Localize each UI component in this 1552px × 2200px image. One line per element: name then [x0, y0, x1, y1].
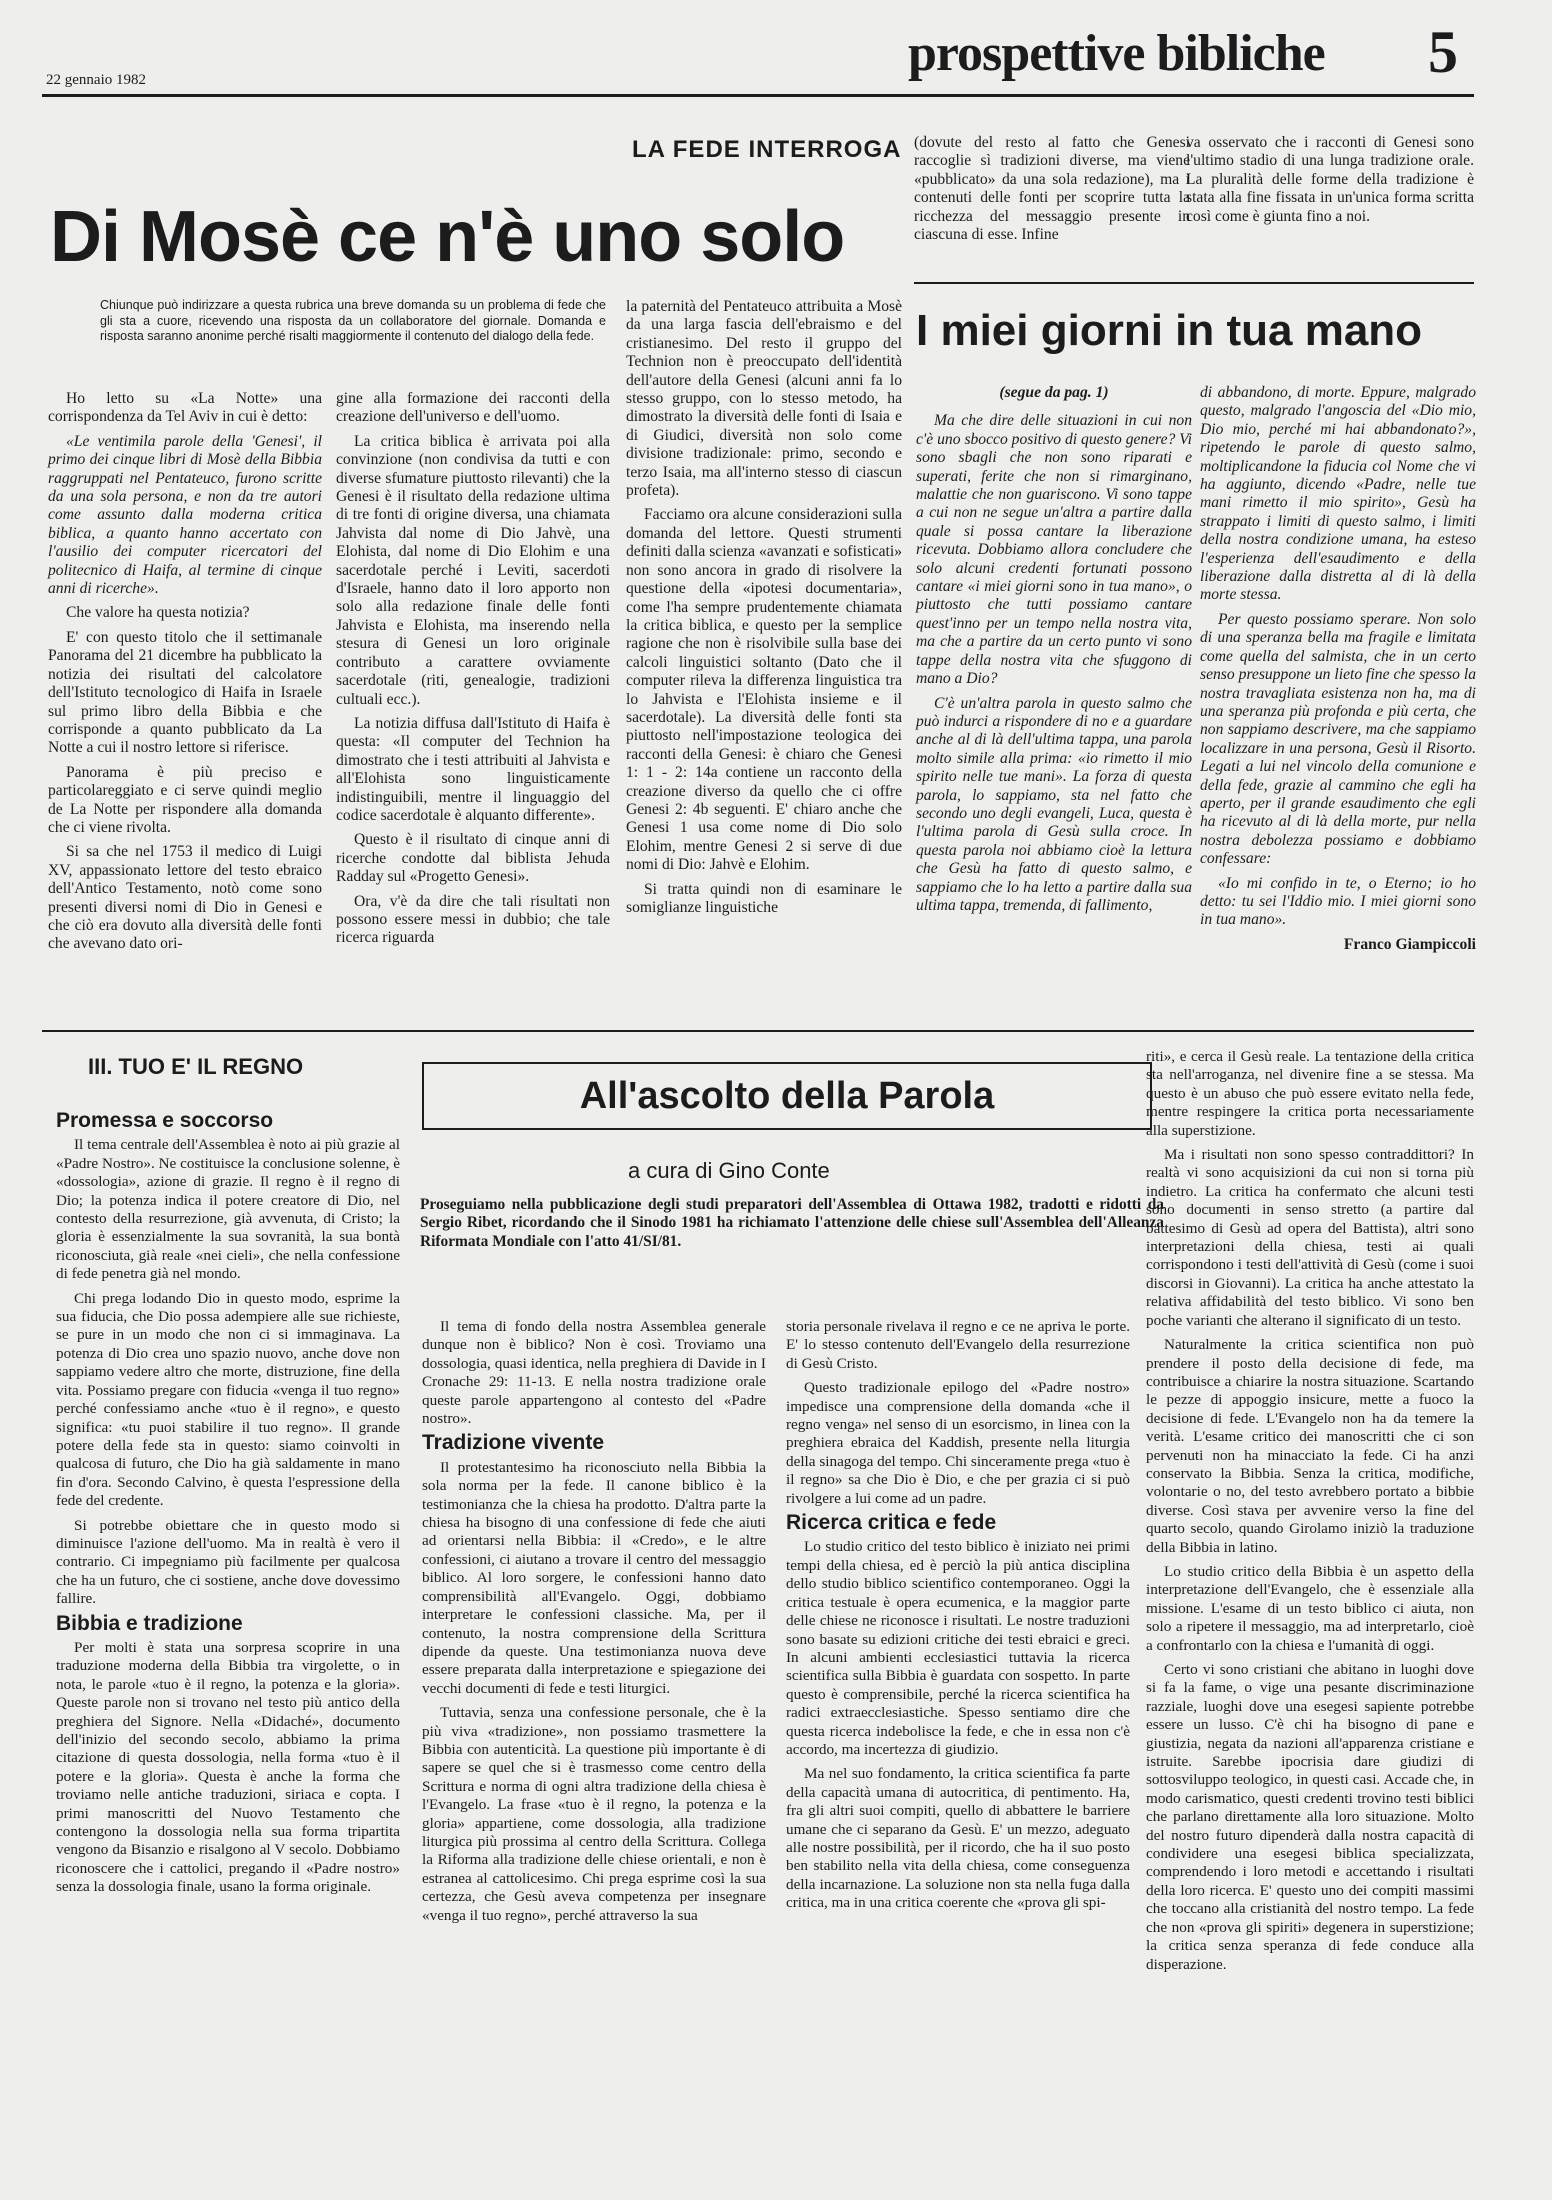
a3-col4-p5: Certo vi sono cristiani che abitano in luoghi dove si fa la fame, o vige una pesante discriminazione razziale, luoghi dove una esegesi sapiente potrebbe essere un lusso. C'è chi ha bisogno di pane e giustizia, negata da nazioni all'apparenza cristiane e istruite. Sarebbe ipocrisia dare giudizi di sottosviluppo teologico, in questi casi. Accade che, in modo carismatico, questi credenti trovino testi biblici che parlano direttamente alla loro situazione. Molto del nostro futuro dipenderà dalla nostra capacità di condividere una esegesi biblica specializzata, comprendendo i loro metodi e accettando i risultati della loro ricerca. E' questo uno dei compiti massimi che toccano alla cristianità del nostro tempo. La fede che non «prova gli spiriti» degenera in superstizione; la critica senza speranza di fede conduce alla disperazione.: [1146, 1661, 1474, 1973]
a3-col2-p3: Tuttavia, senza una confessione personale, che è la più viva «tradizione», non possiamo trasmettere la Bibbia con autenticità. La questione più importante è di sapere se quel che si è trasmesso come centro della Scrittura e norma di ogni altra tradizione della chiesa è l'Evangelo. La frase «tuo è il regno, la potenza e la gloria» appartiene, come dossologia, alla tradizione liturgica più prossima al centro della Scrittura. Collega la Riforma alla tradizione delle chiese orientali, e non è estranea al cattolicesimo. Chi prega esprime così la sua certezza, che Gesù aveva competenza per insegnare «venga il tuo regno», perché attraverso la sua: [422, 1704, 766, 1924]
article2-col1: [916, 384, 1192, 921]
col2-p1: gine alla formazione dei racconti della creazione dell'universo e dell'uomo.: [336, 390, 610, 426]
article3-col3: [786, 1318, 1130, 1919]
col1-p1: E' con questo titolo che il settimanale Panorama del 21 dicembre ha pubblicato la notizia dei risultati del calcolatore dell'Istituto tecnologico di Haifa in Israele sul primo libro della Bibbia e che corrisponde a quanto pubblicato da La Notte a cui il nostro lettore si riferisce.: [48, 628, 322, 757]
a2-col2-p2: Per questo possiamo sperare. Non solo di una speranza bella ma fragile e limitata come quella del salmista, che in un certo senso presuppone un lieto fine che spesso la nostra travagliata esistenza non ha, ma di una speranza più profonda e più certa, che non sappiamo descrivere, ma che sappiamo localizzare in una persona, Gesù il Risorto. Legati a lui nel vincolo della comunione e della fede, grazie al cammino che egli ha aperto, per il grande esaudimento che egli ha ricevuto al di là della morte, pur nella nostra debolezza possiamo e dobbiamo confessare:: [1200, 610, 1476, 868]
heading-ricerca: Ricerca critica e fede: [786, 1511, 997, 1535]
a2-col1-p1: Ma che dire delle situazioni in cui non c'è uno sbocco positivo di questo genere? Vi sono sbagli che non sono riparati e superati, ferite che non si rimarginano, malattie che non guariscono. Vi sono tappe a cui non ne segue un'altra a partire dalla quale si possa cantare la liberazione ricevuta. Dobbiamo allora concludere che solo alcuni credenti fortunati possono cantare «i miei giorni sono in tua mano», o piuttosto che tutti possiamo cantare quest'inno per un tempo nella nostra vita, ma che a partire da un certo punto vi sono tappe della nostra vita che sfuggono di mano a Dio?: [916, 412, 1192, 688]
letter-p1: Ho letto su «La Notte» una corrispondenza da Tel Aviv in cui è detto:: [48, 390, 322, 426]
a3-col1-p3: Si potrebbe obiettare che in questo modo si diminuisce l'azione dell'uomo. Ma in realtà è vero il contrario. Ci impegniamo più facilmente per qualcosa che ha un futuro, che ci sostiene, anche dove dovessimo fallire.: [56, 1516, 400, 1608]
a3-col1-p1: Il tema centrale dell'Assemblea è noto ai più grazie al «Padre Nostro». Ne costituisce la conclusione solenne, è «dossologia», azione di grazie. Il regno è il regno di Dio; la potenza indica il potere creatore di Dio, nel contesto della resurrezione, già avvenuta, di Cristo; la gloria è essenzialmente la sua sovranità, la sua bontà riconosciuta, già reale «nei cieli», che nella confessione di fede penetra già nel mondo.: [56, 1136, 400, 1283]
article3-series: III. TUO E' IL REGNO: [88, 1054, 304, 1079]
masthead-date: 22 gennaio 1982: [46, 72, 146, 88]
top-right-divider: [914, 282, 1474, 284]
article1-intro: Chiunque può indirizzare a questa rubrica una breve domanda su un problema di fede che gli sta a cuore, ricevendo una risposta da un collaboratore del giornale. Domanda e risposta saranno anonime perché risalti maggiormente il contenuto del dialogo della fede.: [100, 298, 606, 343]
continued-note: (segue da pag. 1): [999, 384, 1109, 401]
a3-col3-p2: Questo tradizionale epilogo del «Padre nostro» impedisce una comprensione della domanda «che il regno venga» nel senso di un esorcismo, in linea con la preghiera ebraica del Kaddish, presente nella liturgia della sinagoga del tempo. Chi sinceramente prega «tuo è il regno» sa che Dio è Dio, e che per grazia ci si può rivolgere a lui come ad un padre.: [786, 1379, 1130, 1507]
article1-col3: [626, 298, 902, 923]
a3-col4-p4: Lo studio critico della Bibbia è un aspetto della interpretazione dell'Evangelo, che è essenziale alla missione. L'esame di un testo biblico ci aiuta, non solo a ripetere il messaggio, ma ad interpretarlo, cioè a confrontarlo con la chiesa e l'umanità di oggi.: [1146, 1562, 1474, 1654]
heading-promessa: Promessa e soccorso: [56, 1109, 274, 1132]
col3-p1: la paternità del Pentateuco attribuita a Mosè da una larga fascia dell'ebraismo e del cristianesimo. Del resto il gruppo del Technion non è preoccupato dell'identità dell'autore della Genesi (alcuni anni fa lo stesso gruppo, con lo stesso metodo, ha dimostrato la diversità delle fonti di Isaia e di Giudici, diversità non solo come divisione tradizionale: primo, secondo e terzo Isaia, ma all'interno stesso di ciascun profeta).: [626, 298, 902, 500]
article3-col1: [56, 1109, 400, 1903]
article1-col2: [336, 390, 610, 954]
col2-p3: La notizia diffusa dall'Istituto di Haifa è questa: «Il computer del Technion ha dimostrato che i testi attribuiti al Jahvista e all'Elohista sono linguisticamente indistinguibili, mentre il linguaggio del codice sacerdotale è alquanto differente».: [336, 714, 610, 824]
a3-col1-p2: Chi prega lodando Dio in questo modo, esprime la sua fiducia, che Dio possa adempiere alle sue richieste, se pure in un modo che non ci si immaginava. La potenza di Dio crea uno spazio nuovo, anche dove non sappiamo vedere altro che morte, distruzione, fine della vita. Possiamo pregare con fiducia «venga il tuo regno» perché confessiamo anche «tuo è il regno», e questo significa: «tu puoi stabilire il tuo regno». Il grande potere della fede sta in questo: siamo coinvolti in qualcosa di futuro, che Dio ha già saldamente in mano fin d'ora. Secondo Calvino, è questa l'espressione della fede del credente.: [56, 1289, 400, 1510]
article3-col4: [1146, 1048, 1474, 1980]
letter-quote: «Le ventimila parole della 'Genesi', il primo dei cinque libri di Mosè della Bibbia raggruppati nel Pentateuco, furono scritte da una sola persona, e non da tre autori come assunto dalla moderna critica biblica, a quanto hanno accertato con l'ausilio dei computer ricercatori del politecnico di Haifa, al termine di cinque anni di ricerche».: [48, 432, 322, 598]
a3-col4-p3: Naturalmente la critica scientifica non può prendere il posto della decisione di fede, ma contribuisce a chiarire la nostra situazione. Scartando le pezze di appoggio insicure, mette a fuoco la decisione di fede. L'Evangelo non ha da temere la verità. L'esame critico dei manoscritti che ci son pervenuti non ha minacciato la fede. Ci ha anzi conservato la Bibbia. Senza la critica, modifiche, volontarie o no, del testo avrebbero portato a bibbie diverse. Così stava per avvenire verso la fine del quarto secolo, quando Girolamo iniziò la traduzione della Bibbia in latino.: [1146, 1336, 1474, 1556]
a3-col4-p1: riti», e cerca il Gesù reale. La tentazione della critica sta nell'arroganza, nel divenire fine a se stessa. Ma questo è un abuso che può essere evitato nella fede, mentre respingere la critica porta necessariamente alla superstizione.: [1146, 1048, 1474, 1139]
article1-headline: Di Mosè ce n'è uno solo: [50, 197, 845, 277]
page-number: 5: [1428, 19, 1458, 85]
section-divider: [42, 1030, 1474, 1032]
a2-col1-p2: C'è un'altra parola in questo salmo che può indurci a rispondere di no e a guardare anche al di là dell'ultima tappa, una parola molto simile alla prima: «io rimetto il mio spirito nelle tue mani». La forza di questa parola, lo sappiamo, sta nel fatto che secondo uno degli evangeli, Luca, questa è l'ultima parola di Gesù sulla croce. In questa parola noi abbiamo cioè la lettura che Gesù ha fatto di questo salmo, e sappiamo che lo ha letto a partire dalla sua ultima tappa, tremenda, di fallimento,: [916, 694, 1192, 914]
letter-question: Che valore ha questa notizia?: [66, 604, 250, 622]
a3-col2-p2: Il protestantesimo ha riconosciuto nella Bibbia la sola norma per la fede. Il canone biblico è la testimonianza che la chiesa ha prodotto. D'altra parte la chiesa ha bisogno di una confessione di fede che aiuti ad orientarsi nella Bibbia: il «Credo», e le altre confessioni, ci aiutano a trovare il centro del messaggio biblico. Al loro sorgere, le confessioni hanno dato comprensibilità all'Evangelo. Oggi, dobbiamo interpretare le confessioni classiche. Ma, per il contenuto, la nostra comprensione della Scrittura dipende da queste. Una testimonianza nuova deve essere preparata dalla interpretazione e spiegazione dei vecchi documenti di fede e testi liturgici.: [422, 1458, 766, 1697]
article1-kicker: LA FEDE INTERROGA: [632, 136, 902, 163]
a3-col3-p1: storia personale rivelava il regno e ce ne apriva le porte. E' lo stesso contenuto dell'Evangelo della resurrezione di Gesù Cristo.: [786, 1318, 1130, 1372]
a2-col2-p3: «Io mi confido in te, o Eterno; io ho detto: tu sei l'Iddio mio. I miei giorni sono in tua mano».: [1200, 874, 1476, 929]
article2-signature: Franco Giampiccoli: [1343, 935, 1476, 953]
col1-p3: Si sa che nel 1753 il medico di Luigi XV, appassionato lettore del testo ebraico dell'Antico Testamento, notò come sono presenti diversi nomi di Dio in Genesi e che ciò era dovuto alla diversità delle fonti che avevano dato ori-: [48, 843, 322, 953]
heading-tradizione: Tradizione vivente: [422, 1431, 605, 1455]
article2-headline: I miei giorni in tua mano: [916, 306, 1423, 355]
article2-col2: [1200, 384, 1476, 954]
article1-top-col1: (dovute del resto al fatto che Genesi raccoglie sì tradizioni diverse, ma viene «pubblicato» da una sola redazione), ma i contenuti delle fonti per scoprire tutta la ricchezza del messaggio presente in ciascuna di esse. Infine: [914, 134, 1190, 244]
a3-col3-p4: Ma nel suo fondamento, la critica scientifica fa parte della capacità umana di autocritica, di pentimento. Ha, fra gli altri suoi compiti, quello di abbattere le barriere umane che ci separano da Gesù. E' un mezzo, adeguato alle nostre possibilità, per il ricordo, che ha il suo posto ben stabilito nella vita della chiesa, come conseguenza della incarnazione. La soluzione non sta nella fuga dalla critica, ma in una critica coerente che «prova gli spi-: [786, 1765, 1130, 1912]
a3-col4-p2: Ma i risultati non sono spesso contraddittori? In realtà vi sono acquisizioni da cui non si torna più indietro. La critica ha confermato che alcuni testi sono documenti in senso stretto (a partire dal battesimo di Gesù ad opera del Battista), altri sono interpretazioni della chiesa, testi ai quali corrispondono i testi dell'attività di Gesù (come i suoi discorsi in Giovanni). La critica ha anche attestato la relativa affidabilità del testo biblico. Vi sono ben poche varianti che alterano il significato di un testo.: [1146, 1146, 1474, 1329]
article3-box-title: All'ascolto della Parola: [579, 1075, 995, 1117]
a3-col3-p3: Lo studio critico del testo biblico è iniziato nei primi tempi della chiesa, ed è perciò la più antica disciplina dello studio biblico scientifico contemporaneo. Oggi la critica testuale è opera ecumenica, e la maggior parte delle chiese ne riconosce i risultati. Le nostre traduzioni sono basate su edizioni critiche dei testi ebraici e greci. In alcuni ambienti ecclesiastici tuttavia la ricerca scientifica sulla Bibbia è guardata con sospetto. In parte questo è comprensibile, perché la ricerca scientifica ha radici extraecclesiastiche. Spesso sentiamo dire che questa ricerca indebolisce la fede, e che in essa non c'è accordo, ma incertezza di giudizio.: [786, 1538, 1130, 1758]
a3-col2-p1: Il tema di fondo della nostra Assemblea generale dunque non è biblico? Non è così. Troviamo una dossologia, quasi identica, nella preghiera di Davide in I Cronache 29: 11-13. E nella nostra tradizione orale queste parole appartengono al contesto del «Padre nostro».: [422, 1318, 766, 1428]
masthead-title: prospettive bibliche: [908, 25, 1325, 82]
a3-col1-p4: Per molti è stata una sorpresa scoprire in una traduzione moderna della Bibbia tra virgolette, o in nota, le parole «tuo è il regno, la potenza e la gloria». Queste parole non si trovano nel testo più antico della preghiera del Signore. Nella «Didaché», documento dell'inizio del secondo secolo, abbiamo la prima citazione di questa dossologia, nella forma «tuo è il potere e la gloria». Questa è anche la forma che troviamo nelle antiche traduzioni, siriaca e copta. I primi manoscritti del Nuovo Testamento che contengono la dossologia nella sua forma tripartita vengono da Bisanzio e risalgono al V secolo. Dobbiamo riconoscere che i cattolici, pregando il «Padre nostro» senza la dossologia finale, usano la forma originale.: [56, 1638, 400, 1896]
article1-col1: [48, 390, 322, 960]
masthead-rule: [42, 94, 1474, 97]
heading-bibbia: Bibbia e tradizione: [56, 1611, 243, 1635]
article3-intro: Proseguiamo nella pubblicazione degli studi preparatori dell'Assemblea di Ottawa 1982, tradotti e ridotti da Sergio Ribet, ricordando che il Sinodo 1981 ha richiamato l'attenzione delle chiese sull'Assemblea dell'Alleanza Riformata Mondiale con l'atto 41/SI/81.: [420, 1196, 1164, 1250]
col1-p2: Panorama è più preciso e particolareggiato e ci serve quindi meglio de La Notte per rispondere alla domanda che ci viene rivolta.: [48, 763, 322, 836]
col2-p5: Ora, v'è da dire che tali risultati non possono essere messi in dubbio; che tale ricerca riguarda: [336, 892, 610, 947]
article3-byline: a cura di Gino Conte: [628, 1158, 830, 1183]
col3-p2: Facciamo ora alcune considerazioni sulla domanda del lettore. Questi strumenti definiti dalla scienza «avanzati e sofisticati» non sono ancora in grado di risolvere la questione della «ipotesi documentaria», come l'ha sempre prudentemente chiamata la critica biblica, e questo per la semplice ragione che non è risolvibile sulla base dei calcoli linguistici soltanto (Dato che il computer rileva la differenza linguistica tra lo Jahvista e l'Elohista insieme e il sacerdotale). La diversità delle fonti sta piuttosto nell'impostazione teologica dei racconti della Genesi: è chiaro che Genesi 1: 1 - 2: 14a contiene un racconto della creazione diverso da quello che ci offre Genesi 2: 4b seguenti. E' chiaro anche che Genesi 1 usa come nome di Dio solo Elohim, mentre Genesi 2 si serve di due nomi di Dio: Jahvè e Elohim.: [626, 506, 902, 874]
a2-col2-p1: di abbandono, di morte. Eppure, malgrado questo, malgrado l'angoscia del «Dio mio, Dio mio, perché mi hai abbandonato?», ripetendo le parole di questo salmo, moltiplicandone la fiducia col Nome che vi ha aggiunto, dicendo «Padre, nelle tue mani rimetto il mio spirito», Gesù ha strappato i limiti di questo salmo, i limiti della nostra condizione umana, ha esteso l'esperienza dell'esaudimento e della liberazione dalla distretta al di là della morte stessa.: [1200, 384, 1476, 604]
col3-p3: Si tratta quindi non di esaminare le somiglianze linguistiche: [626, 880, 902, 916]
article3-col2: [422, 1318, 766, 1931]
article1-top-col2: va osservato che i racconti di Genesi sono l'ultimo stadio di una lunga tradizione orale. La pluralità delle forme della tradizione è stata alla fine fissata in un'unica forma scritta così come è giunta fino a noi.: [1186, 134, 1474, 225]
col2-p4: Questo è il risultato di cinque anni di ricerche condotte dal biblista Jehuda Radday sul «Progetto Genesi».: [336, 831, 610, 886]
col2-p2: La critica biblica è arrivata poi alla convinzione (non condivisa da tutti e con diverse sfumature piuttosto rilevanti) che la Genesi è il risultato della redazione ultima di tre fonti di origine diversa, una chiamata Jahvista dal nome di Dio Jahvè, una Elohista, dal nome di Dio Elohim e una sacerdotale perché i Leviti, sacerdoti d'Israele, hanno dato il loro apporto non solo alla redazione finale delle fonti Jahvista e Elohista, ma inserendo nella stesura di Genesi un loro originale contributo a carattere ovviamente sacerdotale (riti, genealogie, tradizioni cultuali ecc.).: [336, 432, 610, 708]
article3-title-box: [422, 1062, 1152, 1130]
